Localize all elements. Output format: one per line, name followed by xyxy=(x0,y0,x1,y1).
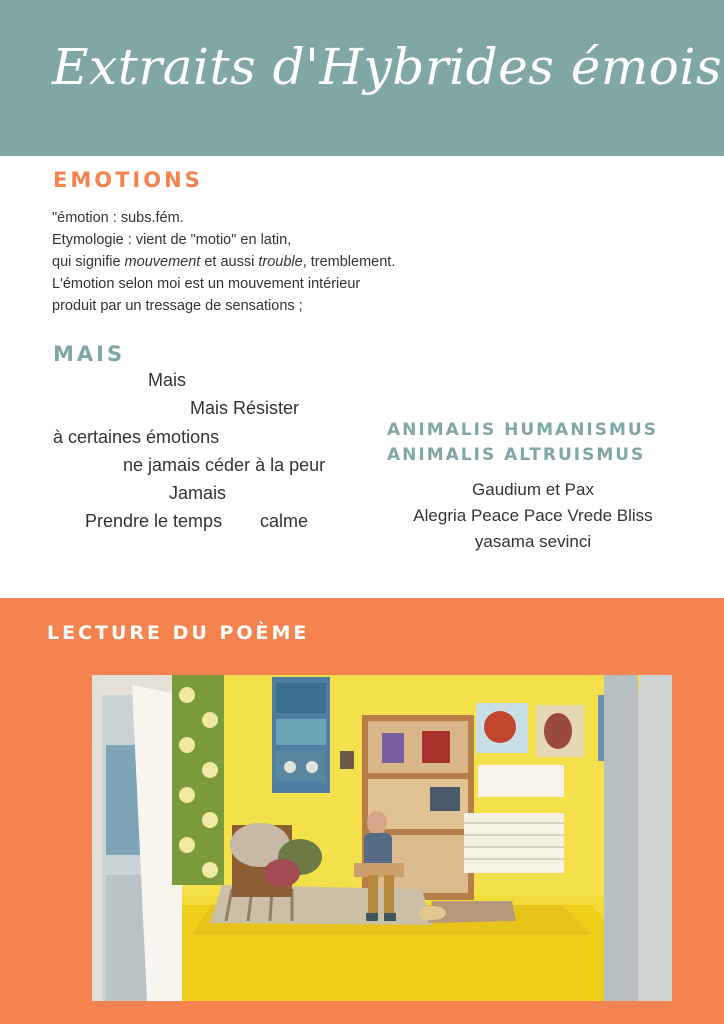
definition-line: produit par un tressage de sensations ; xyxy=(52,298,303,314)
poem-line: calme xyxy=(260,511,309,531)
page-title: Extraits d'Hybrides émois xyxy=(52,38,723,96)
poem-line: Jamais xyxy=(169,483,227,503)
poem-reading-video-frame[interactable] xyxy=(92,675,672,1001)
emotions-heading: EMOTIONS xyxy=(53,168,203,192)
emotion-definition xyxy=(52,207,395,317)
header-banner xyxy=(0,0,724,156)
mais-heading: MAIS xyxy=(53,342,126,366)
lecture-heading: LECTURE DU POÈME xyxy=(47,622,310,644)
definition-fragment: , tremblement. xyxy=(302,254,396,270)
definition-emphasis: mouvement xyxy=(124,254,201,270)
poem-line: Mais Résister xyxy=(190,398,300,418)
wish-line: yasama sevinci xyxy=(474,532,592,551)
definition-fragment: et aussi xyxy=(200,254,259,270)
poem-line: Prendre le temps xyxy=(85,511,223,531)
definition-emphasis: trouble xyxy=(258,254,303,270)
room-scene-image xyxy=(92,675,672,1001)
definition-fragment: qui signifie xyxy=(52,254,125,270)
wish-line: Alegria Peace Pace Vrede Bliss xyxy=(413,506,653,525)
definition-line: L'émotion selon moi est un mouvement intérieur xyxy=(52,276,361,292)
poem-line: à certaines émotions xyxy=(53,427,220,447)
animalis-line: ANIMALIS HUMANISMUS xyxy=(387,420,658,440)
definition-line xyxy=(52,251,395,273)
wishes xyxy=(380,477,686,555)
poem-line: Mais xyxy=(148,370,187,390)
definition-line: Etymologie : vient de "motio" en latin, xyxy=(52,232,292,248)
wish-line: Gaudium et Pax xyxy=(472,480,594,499)
animalis-line: ANIMALIS ALTRUISMUS xyxy=(387,445,646,465)
poem-line: ne jamais céder à la peur xyxy=(123,455,326,475)
definition-line: "émotion : subs.fém. xyxy=(52,210,184,226)
animalis-heading xyxy=(387,418,658,468)
lecture-section xyxy=(0,598,724,1024)
